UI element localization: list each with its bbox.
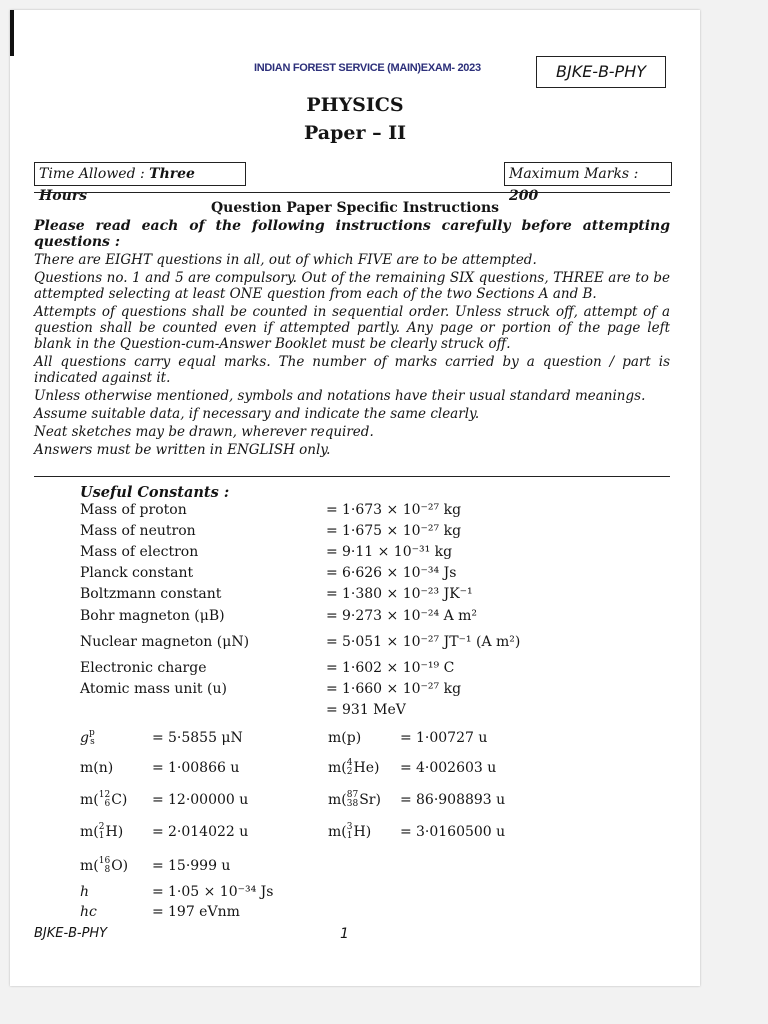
constant-value: 15·999 u	[168, 858, 231, 874]
constant-value: 1·00727 u	[416, 730, 488, 746]
constant-symbol: m( 3 1 H)	[328, 822, 372, 841]
constant-value: 197 eVnm	[168, 904, 240, 920]
constant-value: 3·0160500 u	[416, 824, 506, 840]
constant-symbol: m( 87 38 Sr)	[328, 790, 381, 809]
subject-title: PHYSICS	[306, 94, 404, 116]
constant-value: 6·626 × 10⁻³⁴ Js	[342, 565, 457, 581]
instruction-item: Questions no. 1 and 5 are compulsory. Out of the remaining SIX questions, THREE are to be attempted selecting at least ONE question from each of the two Sections A and B.	[34, 270, 670, 302]
constant-name: Nuclear magneton (μN)	[80, 634, 250, 650]
instruction-item: Attempts of questions shall be counted in sequential order. Unless struck off, attempt of a question shall be counted even if attempted partly. Any page or portion of the page left blank in the Question-cum-Answer Booklet must be clearly struck off.	[34, 304, 670, 352]
instruction-item: Assume suitable data, if necessary and indicate the same clearly.	[34, 406, 480, 422]
time-label: Time Allowed :	[39, 166, 150, 182]
constant-name: Mass of electron	[80, 544, 199, 560]
divider	[34, 476, 670, 477]
time-value: Three Hours	[39, 166, 195, 204]
constant-value: 86·908893 u	[416, 792, 506, 808]
paper-code-box: BJKE-B-PHY	[536, 56, 666, 88]
constant-symbol: hc	[80, 904, 97, 920]
constant-name: Mass of neutron	[80, 523, 196, 539]
constant-name: Bohr magneton (μB)	[80, 608, 225, 624]
constant-value: 9·273 × 10⁻²⁴ A m²	[342, 608, 478, 624]
instructions-lead: Please read each of the following instructions carefully before attempting questions :	[34, 218, 670, 250]
constant-name: Atomic mass unit (u)	[80, 681, 227, 697]
constant-value: 12·00000 u	[168, 792, 249, 808]
paper-title: Paper – II	[304, 122, 406, 144]
instruction-item: Unless otherwise mentioned, symbols and notations have their usual standard meanings.	[34, 388, 646, 404]
constant-name: Planck constant	[80, 565, 194, 581]
time-allowed-box	[34, 162, 246, 204]
scan-edge-mark	[10, 10, 14, 56]
constant-symbol: m( 16 8 O)	[80, 856, 129, 875]
constant-value: 9·11 × 10⁻³¹ kg	[342, 544, 453, 560]
question-paper-page: INDIAN FOREST SERVICE (MAIN)EXAM- 2023 BJKE-B-PHY PHYSICS Paper – II Time Allowed : Three Hours Maximum Marks : 200 Question Paper Specific Instructions Please read each of the following instructions carefully before attempting questions : There are EIGHT questions in all, out of which FIVE are to be attempted. Questions no. 1 and 5 are compulsory. Out of the remaining SIX questions, THREE are to be attempted selecting at least ONE question from each of the two Sections A and B. Attempts of questions shall be counted in sequential order. Unless struck off, attempt of a question shall be counted even if attempted partly. Any page or portion of the page left blank in the Question-cum-Answer Booklet must be clearly struck off. All questions carry equal marks. The number of marks carried by a question / part is indicated against it. Unless otherwise mentioned, symbols and notations have their usual standard meanings. Assume suitable data, if necessary and indicate the same clearly. Neat sketches may be drawn, wherever required. Answers must be written in ENGLISH only. Useful Constants : Mass of proton = 1·673 × 10⁻²⁷ kg Mass of neutron = 1·675 × 10⁻²⁷ kg Mass of electron = 9·11 × 10⁻³¹ kg Planck constant = 6·626 × 10⁻³⁴ Js Boltzmann constant = 1·380 × 10⁻²³ JK⁻¹ Bohr magneton (μB) = 9·273 × 10⁻²⁴ A m² Nuclear magneton (μN) = 5·051 × 10⁻²⁷ JT⁻¹ (A m²) Electronic charge = 1·602 × 10⁻¹⁹ C Atomic mass unit (u) = 1·660 × 10⁻²⁷ kg = 931 MeV g p s = 5·5855 μN m(n) = 1·00866 u m( 12 6 C) = 12·00000 u m( 2 1 H) = 2·014022 u m( 16 8 O) = 15·999 u h = 1·05 × 10⁻³⁴ Js hc = 197 eVnm m(p) = 1·00727 u m( 4 2 He) = 4·002603 u m( 87 38 Sr) = 86·908893 u m( 3 1 H) = 3·0160500 u BJKE-B-PHY 1	[10, 10, 700, 986]
constant-name: Electronic charge	[80, 660, 207, 676]
instruction-item: Neat sketches may be drawn, wherever required.	[34, 424, 374, 440]
instruction-item: Answers must be written in ENGLISH only.	[34, 442, 331, 458]
constant-name: Boltzmann constant	[80, 586, 222, 602]
constant-symbol: m( 12 6 C)	[80, 790, 128, 809]
constant-name: Mass of proton	[80, 502, 187, 518]
constant-symbol: m( 2 1 H)	[80, 822, 124, 841]
instructions-list	[34, 218, 670, 460]
constant-symbol: h	[80, 884, 90, 900]
constant-value: 4·002603 u	[416, 760, 497, 776]
constant-value: 1·05 × 10⁻³⁴ Js	[168, 884, 274, 900]
page-number: 1	[340, 926, 349, 942]
constant-value: 1·602 × 10⁻¹⁹ C	[342, 660, 455, 676]
constant-symbol: m(p)	[328, 730, 362, 746]
constant-value: 1·675 × 10⁻²⁷ kg	[342, 523, 462, 539]
constant-value: 1·380 × 10⁻²³ JK⁻¹	[342, 586, 473, 602]
instruction-item: There are EIGHT questions in all, out of which FIVE are to be attempted.	[34, 252, 537, 268]
instruction-item: All questions carry equal marks. The number of marks carried by a question / part is indicated against it.	[34, 354, 670, 386]
marks-label: Maximum Marks :	[509, 166, 639, 182]
maximum-marks-box	[504, 162, 672, 204]
useful-constants-title: Useful Constants :	[80, 484, 230, 501]
constant-symbol: m(n)	[80, 760, 114, 776]
constant-value: 931 MeV	[342, 702, 406, 718]
constant-value: 5·051 × 10⁻²⁷ JT⁻¹ (A m²)	[342, 634, 521, 650]
constant-value: 1·673 × 10⁻²⁷ kg	[342, 502, 462, 518]
constant-value: 1·660 × 10⁻²⁷ kg	[342, 681, 462, 697]
constant-symbol: m( 4 2 He)	[328, 758, 380, 777]
constant-symbol: g p s	[80, 728, 95, 747]
constant-value: 1·00866 u	[168, 760, 240, 776]
footer-paper-code: BJKE-B-PHY	[34, 926, 108, 941]
constant-value: 5·5855 μN	[168, 730, 243, 746]
marks-value: 200	[509, 188, 539, 204]
constant-value: 2·014022 u	[168, 824, 249, 840]
exam-header: INDIAN FOREST SERVICE (MAIN)EXAM- 2023	[254, 62, 481, 74]
divider	[34, 192, 670, 193]
instructions-title: Question Paper Specific Instructions	[210, 200, 500, 216]
